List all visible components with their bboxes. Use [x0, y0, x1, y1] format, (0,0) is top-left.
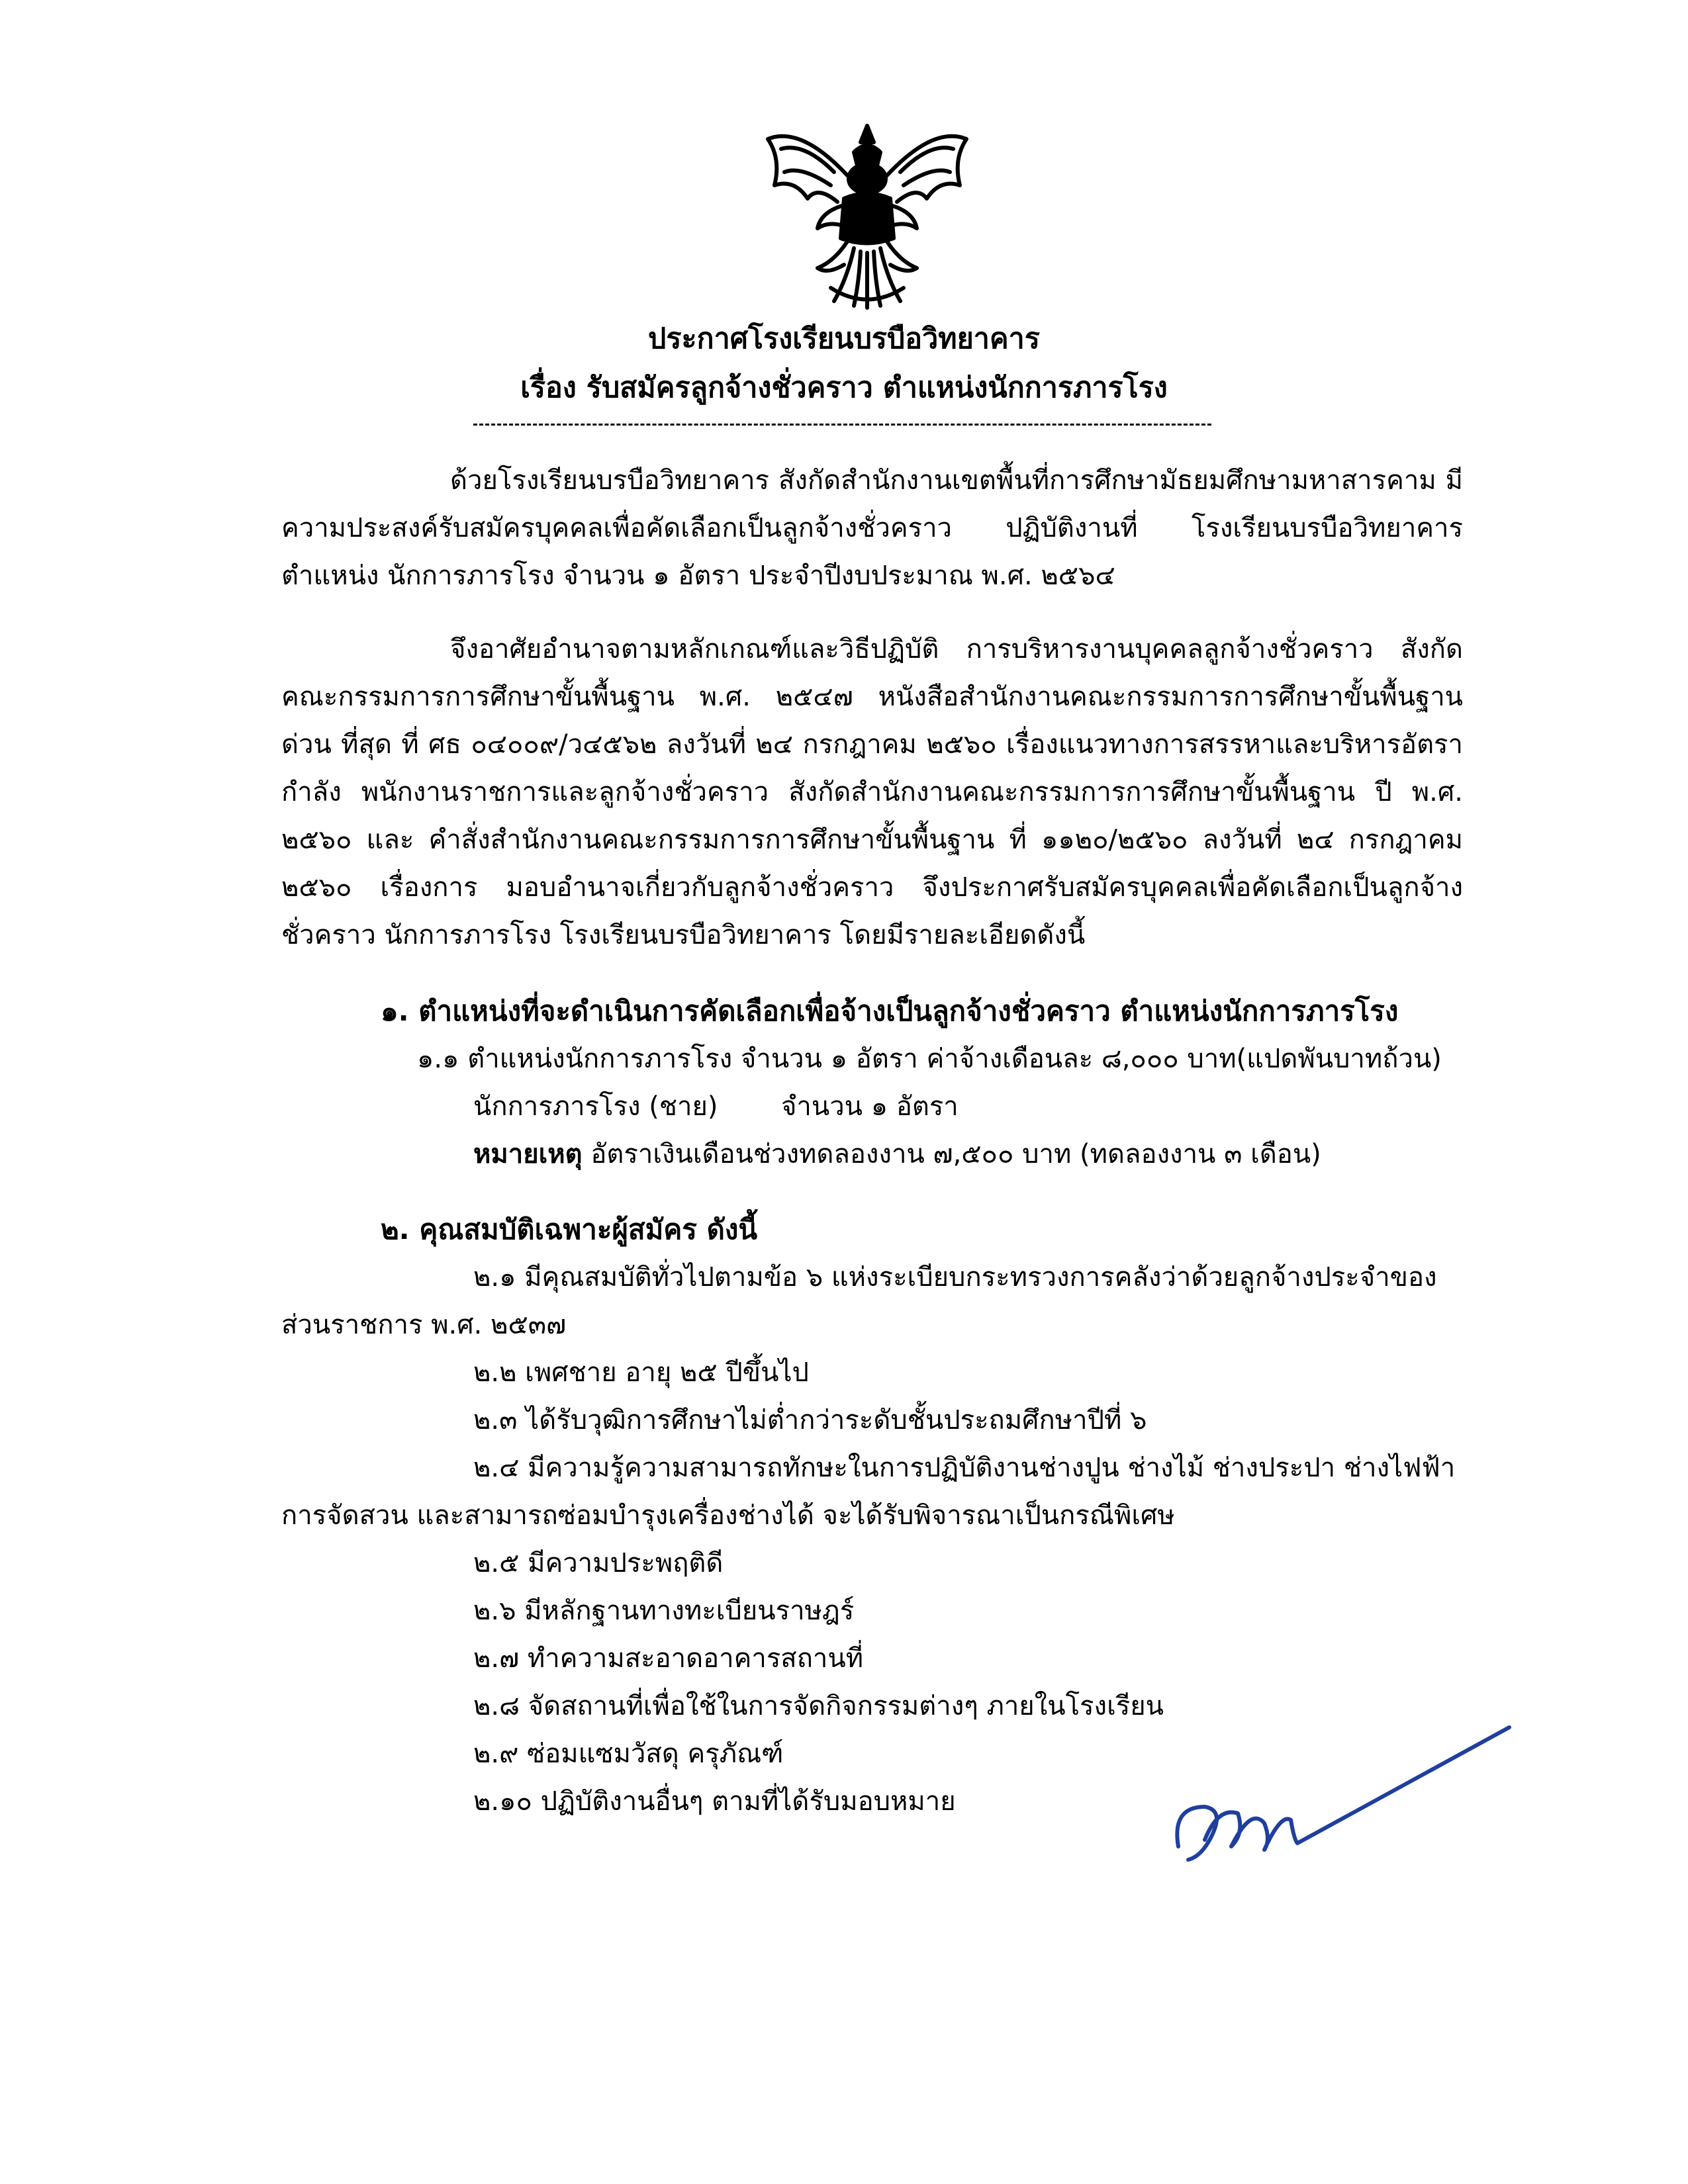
section-1-detail — [473, 1083, 959, 1130]
section-2-item-6: ๒.๖ มีหลักฐานทางทะเบียนราษฎร์ — [473, 1596, 855, 1626]
intro-paragraph-2: จึงอาศัยอำนาจตามหลักเกณฑ์และวิธีปฏิบัติ การบริหารงานบุคคลลูกจ้างชั่วคราว สังกัด คณะกรรมการการศึกษาขั้นพื้นฐาน พ.ศ. ๒๕๔๗ หนังสือสำนักงานคณะกรรมการการศึกษาขั้นพื้นฐาน ด่วน ที่สุด ที่ ศธ ๐๔๐๐๙/ว๔๕๖๒ ลงวันที่ ๒๔ กรกฎาคม ๒๕๖๐ เรื่องแนวทางการสรรหาและบริหารอัตรากำลัง พนักงานราชการและลูกจ้างชั่วคราว สังกัดสำนักงานคณะกรรมการการศึกษาขั้นพื้นฐาน ปี พ.ศ. ๒๕๖๐ และ คำสั่งสำนักงานคณะกรรมการการศึกษาขั้นพื้นฐาน ที่ ๑๑๒๐/๒๕๖๐ ลงวันที่ ๒๔ กรกฎาคม ๒๕๖๐ เรื่องการ มอบอำนาจเกี่ยวกับลูกจ้างชั่วคราว จึงประกาศรับสมัครบุคคลเพื่อคัดเลือกเป็นลูกจ้างชั่วคราว นักการภารโรง โรงเรียนบรบือวิทยาคาร โดยมีรายละเอียดดังนี้ — [281, 634, 1463, 950]
section-2-item-10: ๒.๑๐ ปฏิบัติงานอื่นๆ ตามที่ได้รับมอบหมาย — [473, 1786, 956, 1817]
announcement-subject: เรื่อง รับสมัครลูกจ้างชั่วคราว ตำแหน่งนักการภารโรง — [520, 371, 1168, 404]
detail-label: นักการภารโรง (ชาย) — [473, 1091, 718, 1122]
section-2-item-4: ๒.๔ มีความรู้ความสามารถทักษะในการปฏิบัติงานช่างปูน ช่างไม้ ช่างประปา ช่างไฟฟ้า — [473, 1453, 1456, 1483]
note-text: อัตราเงินเดือนช่วงทดลองงาน ๗,๕๐๐ บาท (ทดลองงาน ๓ เดือน) — [590, 1139, 1321, 1169]
section-2-heading: ๒. คุณสมบัติเฉพาะผู้สมัคร ดังนี้ — [381, 1213, 758, 1246]
detail-count: จำนวน ๑ อัตรา — [780, 1091, 959, 1122]
announcement-title: ประกาศโรงเรียนบรบือวิทยาคาร — [648, 322, 1040, 355]
section-2-item-3: ๒.๓ ได้รับวุฒิการศึกษาไม่ต่ำกว่าระดับชั้นประถมศึกษาปีที่ ๖ — [473, 1405, 1147, 1435]
section-2-item-8: ๒.๘ จัดสถานที่เพื่อใช้ในการจัดกิจกรรมต่างๆ ภายในโรงเรียน — [473, 1691, 1164, 1721]
section-1-note — [473, 1130, 1321, 1178]
section-1-item: ๑.๑ ตำแหน่งนักการภารโรง จำนวน ๑ อัตรา ค่าจ้างเดือนละ ๘,๐๐๐ บาท(แปดพันบาทถ้วน) — [417, 1044, 1442, 1074]
section-2-item-1: ๒.๑ มีคุณสมบัติทั่วไปตามข้อ ๖ แห่งระเบียบกระทรวงการคลังว่าด้วยลูกจ้างประจำของ — [473, 1262, 1437, 1293]
section-2-item-2: ๒.๒ เพศชาย อายุ ๒๕ ปีขึ้นไป — [473, 1357, 809, 1388]
section-2-item-1-cont: ส่วนราชการ พ.ศ. ๒๕๓๗ — [281, 1310, 567, 1340]
garuda-emblem-icon — [755, 113, 980, 311]
section-2-item-5: ๒.๕ มีความประพฤติดี — [473, 1548, 724, 1578]
section-1-heading: ๑. ตำแหน่งที่จะดำเนินการคัดเลือกเพื่อจ้างเป็นลูกจ้างชั่วคราว ตำแหน่งนักการภารโรง — [381, 995, 1399, 1027]
intro-paragraph-1: ด้วยโรงเรียนบรบือวิทยาคาร สังกัดสำนักงานเขตพื้นที่การศึกษามัธยมศึกษามหาสารคาม มีความประสงค์รับสมัครบุคคลเพื่อคัดเลือกเป็นลูกจ้างชั่วคราว ปฏิบัติงานที่ โรงเรียนบรบือวิทยาคาร ตำแหน่ง นักการภารโรง จำนวน ๑ อัตรา ประจำปีงบประมาณ พ.ศ. ๒๕๖๔ — [281, 465, 1463, 591]
dashed-divider — [473, 424, 1211, 426]
section-2-item-9: ๒.๙ ซ่อมแซมวัสดุ ครุภัณฑ์ — [473, 1739, 784, 1769]
section-2-item-7: ๒.๗ ทำความสะอาดอาคารสถานที่ — [473, 1643, 864, 1674]
section-2-item-4-cont: การจัดสวน และสามารถซ่อมบำรุงเครื่องช่างได้ จะได้รับพิจารณาเป็นกรณีพิเศษ — [281, 1500, 1175, 1531]
handwritten-signature — [1165, 1707, 1516, 1880]
note-label: หมายเหตุ — [473, 1139, 583, 1169]
